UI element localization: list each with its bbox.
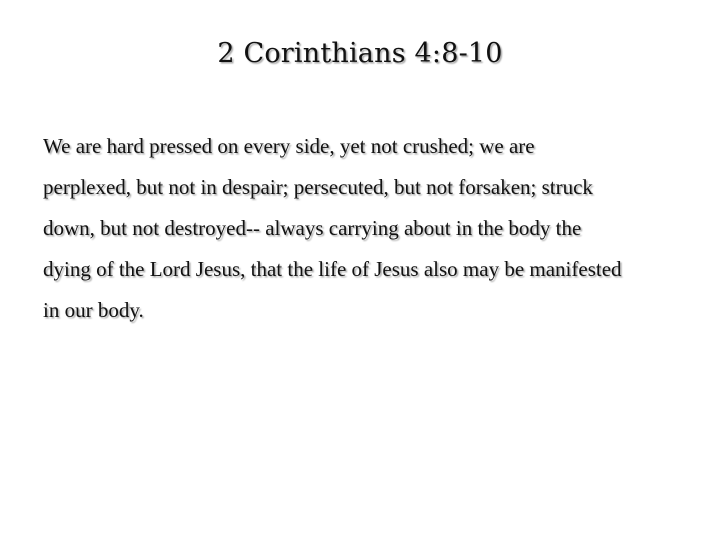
passage-line-5: in our body.	[43, 298, 144, 322]
passage-line-4: dying of the Lord Jesus, that the life of Jesus also may be manifested	[43, 257, 622, 281]
passage-line-1: We are hard pressed on every side, yet not crushed; we are	[43, 134, 535, 158]
passage-line-3: down, but not destroyed-- always carrying about in the body the	[43, 216, 582, 240]
passage-line-2: perplexed, but not in despair; persecuted, but not forsaken; struck	[43, 175, 593, 199]
scripture-passage	[43, 126, 693, 331]
slide-title: 2 Corinthians 4:8-10	[217, 38, 503, 69]
